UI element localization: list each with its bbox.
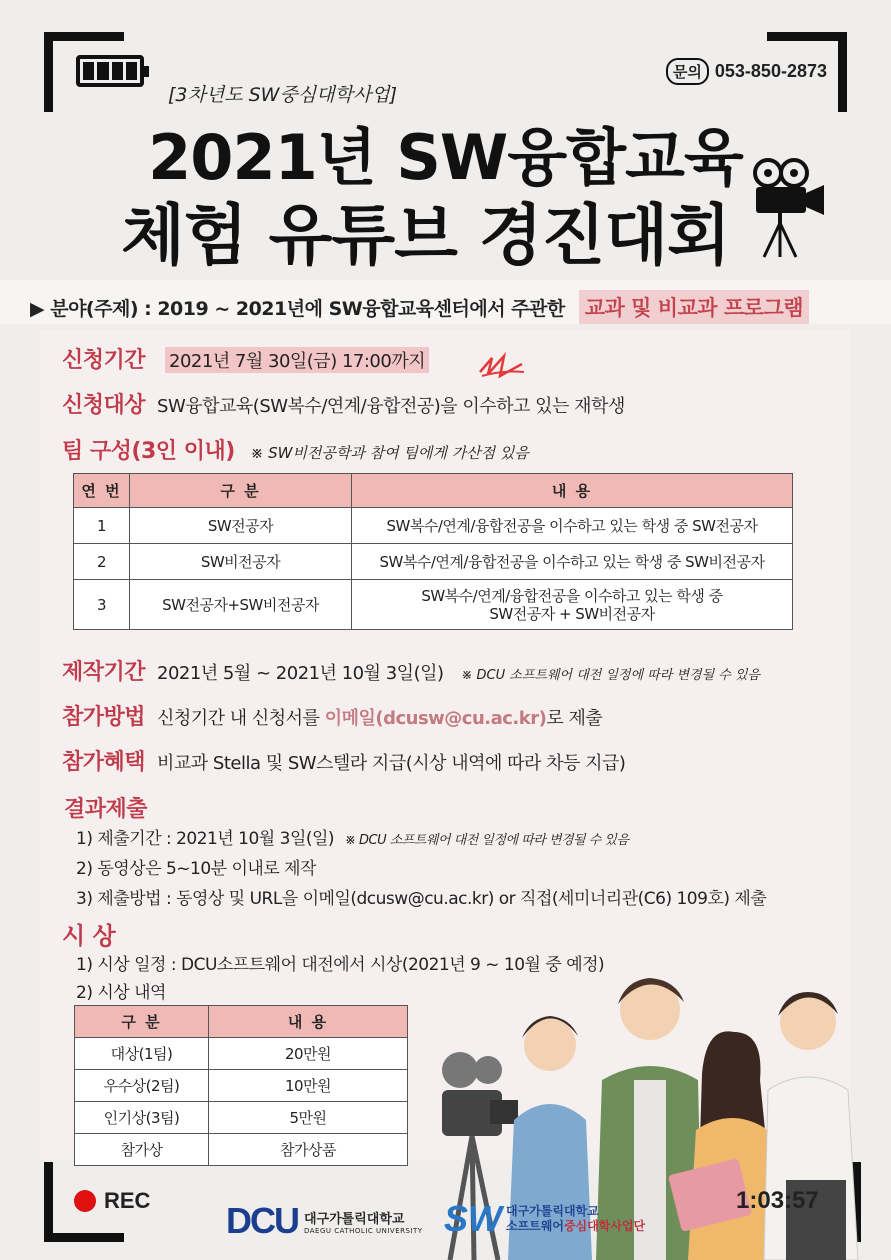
table-cell: 우수상(2팀) <box>75 1070 209 1102</box>
benefit-row <box>62 745 625 776</box>
record-dot-icon <box>74 1190 96 1212</box>
cell-line: SW전공자 + SW비전공자 <box>489 604 655 623</box>
cell-line: SW복수/연계/융합전공을 이수하고 있는 학생 중 <box>421 586 723 605</box>
timecode: 1:03:57 <box>736 1187 819 1214</box>
method-label: 참가방법 <box>62 705 146 730</box>
table-row <box>75 1038 408 1070</box>
production-note: ※ DCU 소프트웨어 대전 일정에 따라 변경될 수 있음 <box>461 668 761 683</box>
table-cell: 인기상(3팀) <box>75 1102 209 1134</box>
table-row <box>75 1102 408 1134</box>
table-cell: SW전공자 <box>130 508 352 544</box>
table-header: 내 용 <box>209 1006 408 1038</box>
rec-indicator <box>74 1188 150 1214</box>
awards-item-2: 2) 시상 내역 <box>76 983 166 1003</box>
table-cell: 참가상 <box>75 1134 209 1166</box>
sw-line-1: 대구가톨릭대학교 <box>506 1204 599 1218</box>
submission-item-2: 2) 동영상은 5~10분 이내로 제작 <box>76 859 316 879</box>
team-label: 팀 구성(3인 이내) <box>62 439 235 464</box>
team-row <box>62 434 529 465</box>
table-row <box>74 580 793 630</box>
sw-line-2b: 중심대학사업단 <box>563 1219 646 1233</box>
table-cell: 5만원 <box>209 1102 408 1134</box>
project-label: [3차년도 SW중심대학사업] <box>168 84 397 106</box>
method-value <box>157 704 602 730</box>
submission-label: 결과제출 <box>64 797 148 822</box>
contact-info <box>666 58 827 85</box>
apply-period-row <box>62 343 429 374</box>
table-row <box>75 1134 408 1166</box>
target-row <box>62 388 625 419</box>
sw-center-logo <box>444 1198 645 1240</box>
table-header: 구 분 <box>130 474 352 508</box>
topic-highlight: 교과 및 비교과 프로그램 <box>579 290 809 324</box>
sw-line-2 <box>506 1219 645 1234</box>
page-title-line2: 체험 유튜브 경진대회 <box>121 197 730 274</box>
method-row <box>62 700 602 731</box>
dcu-name-ko: 대구가톨릭대학교 <box>304 1211 405 1227</box>
method-email-link[interactable]: 이메일(dcusw@cu.ac.kr) <box>324 708 547 729</box>
submission-note: ※ DCU 소프트웨어 대전 일정에 따라 변경될 수 있음 <box>344 833 629 848</box>
table-header: 구 분 <box>75 1006 209 1038</box>
method-text: 로 제출 <box>546 708 603 729</box>
apply-period-value: 2021년 7월 30일(금) 17:00까지 <box>165 347 429 373</box>
table-cell: SW복수/연계/융합전공을 이수하고 있는 학생 중 SW비전공자 <box>352 544 793 580</box>
table-cell: 참가상품 <box>209 1134 408 1166</box>
benefit-label: 참가혜택 <box>62 750 146 775</box>
table-cell <box>352 580 793 630</box>
dcu-name-en: DAEGU CATHOLIC UNIVERSITY <box>304 1226 423 1235</box>
benefit-value: 비교과 Stella 및 SW스텔라 지급(시상 내역에 따라 차등 지급) <box>157 753 626 774</box>
table-cell: 1 <box>74 508 130 544</box>
table-header: 내 용 <box>352 474 793 508</box>
method-text: 신청기간 내 신청서를 <box>157 708 320 729</box>
table-cell: 20만원 <box>209 1038 408 1070</box>
sw-mark: SW <box>444 1198 502 1239</box>
battery-icon <box>76 55 144 87</box>
table-header: 연 번 <box>74 474 130 508</box>
apply-period-label: 신청기간 <box>62 348 146 373</box>
table-cell: 10만원 <box>209 1070 408 1102</box>
scribble-icon <box>478 350 528 382</box>
submission-item-1 <box>76 824 629 849</box>
contact-phone[interactable]: 053-850-2873 <box>714 61 827 81</box>
topic-line <box>30 290 809 324</box>
contact-badge: 문의 <box>666 58 709 85</box>
page-title-line1: 2021년 SW융합교육 <box>148 121 743 194</box>
rec-label: REC <box>104 1188 151 1213</box>
dcu-mark: DCU <box>226 1200 298 1241</box>
table-cell: 대상(1팀) <box>75 1038 209 1070</box>
production-row <box>62 655 760 686</box>
submission-text: 1) 제출기간 : 2021년 10월 3일(일) <box>76 829 335 849</box>
table-cell: SW전공자+SW비전공자 <box>130 580 352 630</box>
team-table <box>73 473 793 630</box>
movie-camera-icon <box>748 155 828 260</box>
team-note: ※ SW비전공학과 참여 팀에게 가산점 있음 <box>250 444 529 462</box>
table-cell: SW비전공자 <box>130 544 352 580</box>
target-label: 신청대상 <box>62 393 146 418</box>
target-value: SW융합교육(SW복수/연계/융합전공)을 이수하고 있는 재학생 <box>157 396 625 417</box>
awards-item-1: 1) 시상 일정 : DCU소프트웨어 대전에서 시상(2021년 9 ~ 10월 중 예정) <box>76 955 605 975</box>
production-value: 2021년 5월 ~ 2021년 10월 3일(일) <box>157 663 444 684</box>
table-cell: 3 <box>74 580 130 630</box>
table-cell: 2 <box>74 544 130 580</box>
submission-item-3: 3) 제출방법 : 동영상 및 URL을 이메일(dcusw@cu.ac.kr) or 직접(세미너리관(C6) 109호) 제출 <box>76 889 767 909</box>
table-cell: SW복수/연계/융합전공을 이수하고 있는 학생 중 SW전공자 <box>352 508 793 544</box>
table-row <box>74 544 793 580</box>
awards-label: 시 상 <box>62 922 116 950</box>
topic-prefix: ▶ 분야(주제) : 2019 ~ 2021년에 SW융합교육센터에서 주관한 <box>30 297 565 320</box>
table-row <box>75 1070 408 1102</box>
dcu-logo <box>226 1200 423 1242</box>
table-row <box>74 508 793 544</box>
sw-line-2a: 소프트웨어 <box>506 1219 564 1233</box>
production-label: 제작기간 <box>62 660 146 685</box>
prize-table <box>74 1005 408 1166</box>
